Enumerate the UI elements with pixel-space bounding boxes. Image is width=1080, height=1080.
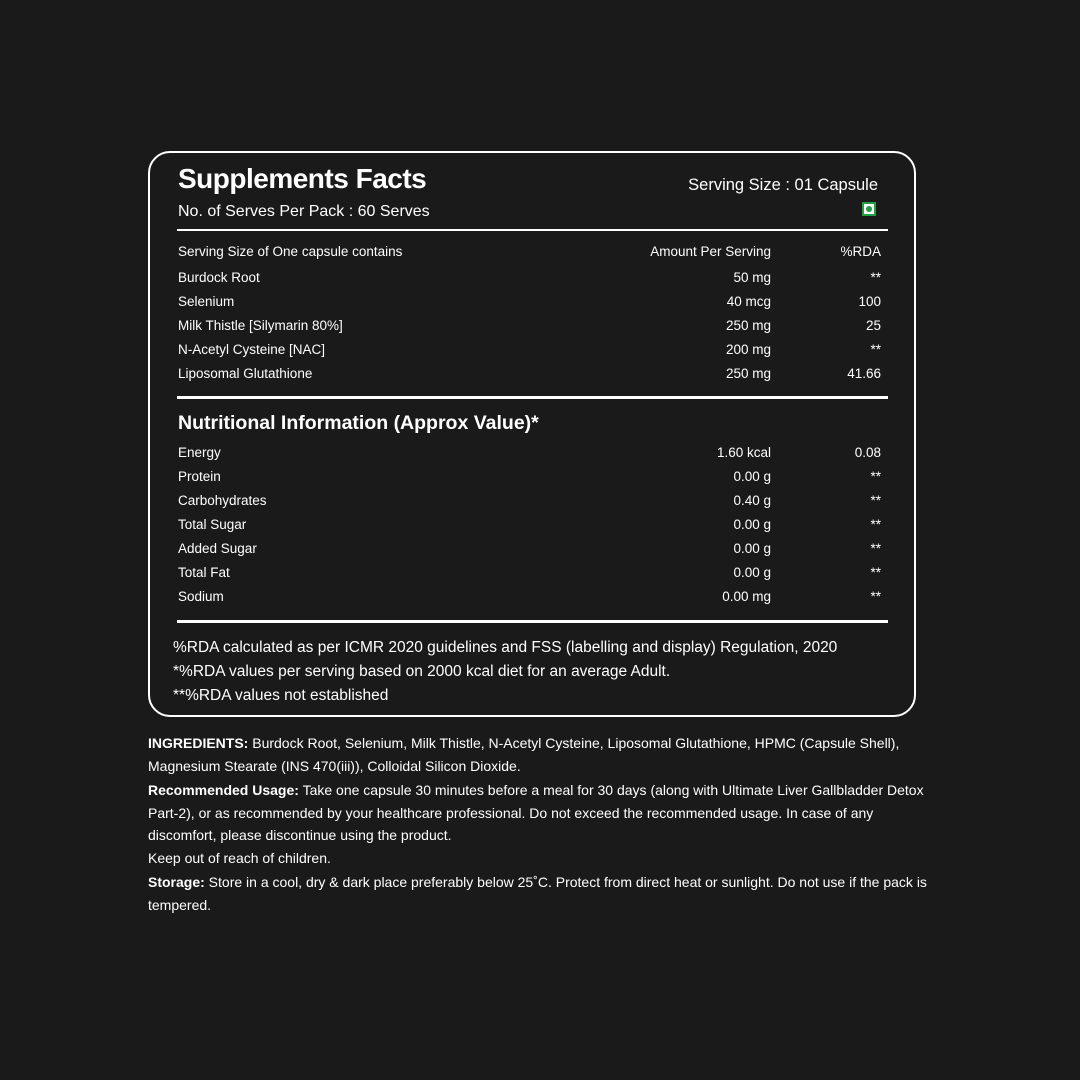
usage-label: Recommended Usage: <box>148 782 299 798</box>
veg-symbol-icon <box>862 202 876 216</box>
column-header-name: Serving Size of One capsule contains <box>178 244 403 259</box>
row-rda: ** <box>870 565 881 580</box>
row-rda: ** <box>870 342 881 357</box>
row-amount: 0.00 g <box>733 541 771 556</box>
table-row <box>178 270 881 290</box>
row-rda: ** <box>870 469 881 484</box>
row-amount: 1.60 kcal <box>716 445 771 460</box>
row-name: Liposomal Glutathione <box>178 366 313 381</box>
ingredients-paragraph <box>148 732 938 777</box>
row-amount: 0.00 g <box>733 469 771 484</box>
table-row <box>178 342 881 362</box>
nutrition-section-title: Nutritional Information (Approx Value)* <box>178 412 539 434</box>
table-row <box>178 565 881 585</box>
row-name: Milk Thistle [Silymarin 80%] <box>178 318 343 333</box>
table-row <box>178 469 881 489</box>
row-name: Sodium <box>178 589 224 604</box>
row-name: Total Sugar <box>178 517 247 532</box>
row-rda: ** <box>870 493 881 508</box>
row-name: Burdock Root <box>178 270 260 285</box>
product-info-footer <box>148 732 938 916</box>
row-name: Protein <box>178 469 221 484</box>
row-amount: 0.40 g <box>733 493 771 508</box>
table-row <box>178 318 881 338</box>
row-name: Energy <box>178 445 221 460</box>
row-amount: 40 mcg <box>726 294 771 309</box>
row-rda: 25 <box>865 318 881 333</box>
row-rda: ** <box>870 517 881 532</box>
row-name: Selenium <box>178 294 235 309</box>
table-row <box>178 294 881 314</box>
rda-note: **%RDA values not established <box>173 687 389 704</box>
serves-per-pack: No. of Serves Per Pack : 60 Serves <box>178 203 430 220</box>
row-amount: 250 mg <box>725 366 771 381</box>
row-rda: 100 <box>858 294 881 309</box>
row-rda: 41.66 <box>847 366 881 381</box>
row-rda: ** <box>870 541 881 556</box>
row-rda: 0.08 <box>854 445 881 460</box>
row-rda: ** <box>870 270 881 285</box>
ingredients-text: Burdock Root, Selenium, Milk Thistle, N-Acetyl Cysteine, Liposomal Glutathione, HPMC (Capsule Shell), Magnesium Stearate (INS 470(iii)), Colloidal Silicon Dioxide. <box>148 735 900 774</box>
panel-title: Supplements Facts <box>178 163 427 194</box>
row-amount: 200 mg <box>725 342 771 357</box>
ingredients-label: INGREDIENTS: <box>148 735 249 751</box>
storage-label: Storage: <box>148 874 205 890</box>
usage-text: Take one capsule 30 minutes before a meal for 30 days (along with Ultimate Liver Gallbladder Detox Part-2), or as recommended by your healthcare professional. Do not exceed the recommended usage. In case of any discomfort, please discontinue using the product. <box>148 782 924 843</box>
table-row <box>178 589 881 609</box>
section-divider <box>177 396 888 399</box>
storage-paragraph <box>148 871 938 916</box>
table-row <box>178 541 881 561</box>
supplement-facts-panel <box>148 151 916 717</box>
children-warning: Keep out of reach of children. <box>148 849 331 866</box>
section-divider <box>177 620 888 623</box>
row-amount: 50 mg <box>733 270 771 285</box>
rda-note: *%RDA values per serving based on 2000 kcal diet for an average Adult. <box>173 663 671 680</box>
row-name: Total Fat <box>178 565 230 580</box>
table-row <box>178 517 881 537</box>
row-amount: 0.00 g <box>733 517 771 532</box>
rda-note: %RDA calculated as per ICMR 2020 guidelines and FSS (labelling and display) Regulation, 2020 <box>173 639 838 656</box>
row-rda: ** <box>870 589 881 604</box>
supplement-table-header <box>178 244 881 264</box>
row-amount: 0.00 mg <box>722 589 771 604</box>
row-name: Carbohydrates <box>178 493 267 508</box>
column-header-amount: Amount Per Serving <box>650 244 771 259</box>
row-amount: 0.00 g <box>733 565 771 580</box>
table-row <box>178 366 881 386</box>
row-amount: 250 mg <box>725 318 771 333</box>
usage-paragraph <box>148 779 938 847</box>
header-divider <box>177 229 888 231</box>
row-name: N-Acetyl Cysteine [NAC] <box>178 342 326 357</box>
row-name: Added Sugar <box>178 541 257 556</box>
table-row <box>178 445 881 465</box>
serving-size: Serving Size : 01 Capsule <box>688 176 878 194</box>
table-row <box>178 493 881 513</box>
storage-text: Store in a cool, dry & dark place preferably below 25˚C. Protect from direct heat or sunlight. Do not use if the pack is tempered. <box>148 874 927 913</box>
column-header-rda: %RDA <box>840 244 881 259</box>
